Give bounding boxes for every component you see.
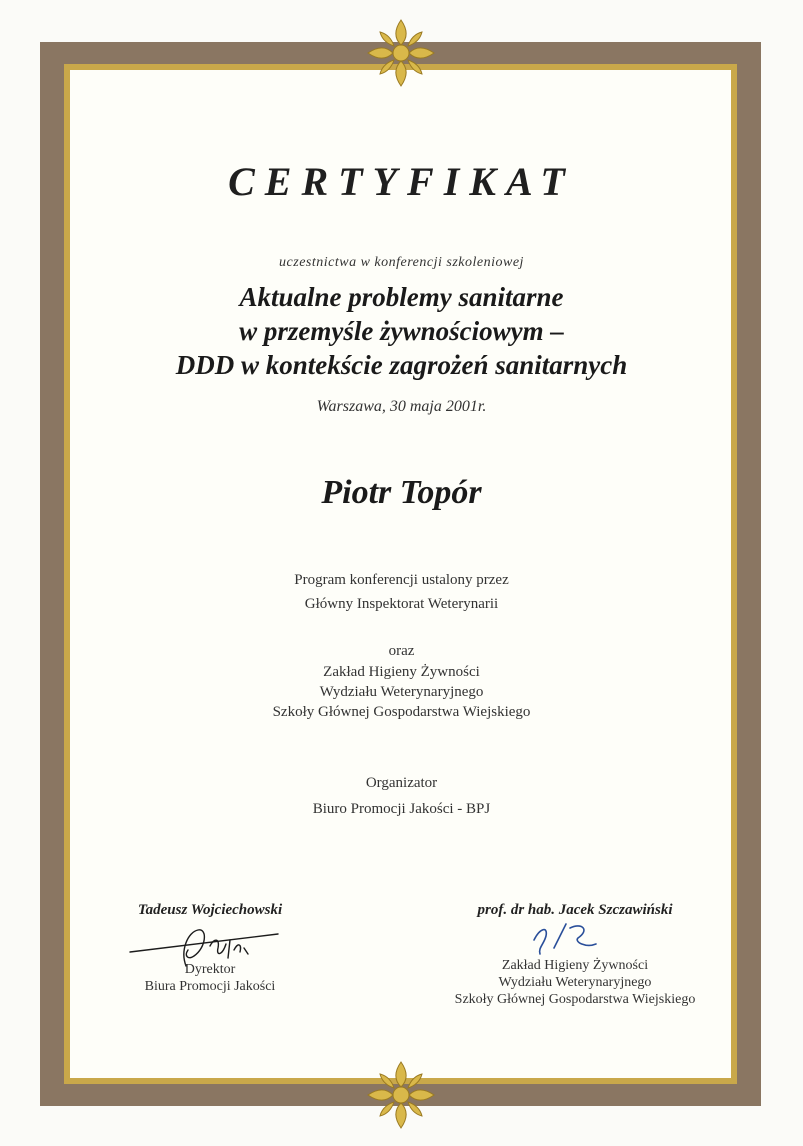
right-signatory-university: Szkoły Głównej Gospodarstwa Wiejskiego	[454, 992, 696, 1007]
conference-title-line1: Aktualne problemy sanitarne	[239, 282, 564, 312]
right-handwritten-signature	[530, 918, 610, 958]
participant-name: Piotr Topór	[321, 474, 482, 511]
certificate-subtitle: uczestnictwa w konferencji szkoleniowej	[279, 255, 524, 270]
program-line4: Wydziału Weterynaryjnego	[319, 684, 484, 700]
organizer-name: Biuro Promocji Jakości - BPJ	[312, 801, 491, 817]
left-signatory-institution: Biura Promocji Jakości	[144, 979, 276, 994]
conference-title-line3: DDD w kontekście zagrożeń sanitarnych	[175, 350, 628, 380]
organizer-label: Organizator	[365, 775, 438, 791]
right-signatory-department: Zakład Higieny Żywności	[501, 958, 649, 973]
program-line2: Główny Inspektorat Weterynarii	[304, 596, 499, 612]
program-line5: Szkoły Głównej Gospodarstwa Wiejskiego	[272, 704, 531, 720]
left-signatory-role: Dyrektor	[184, 962, 236, 977]
place-date: Warszawa, 30 maja 2001r.	[316, 398, 487, 415]
gold-fleur-ornament-icon	[366, 18, 436, 88]
right-signatory-faculty: Wydziału Weterynaryjnego	[498, 975, 652, 990]
right-signatory-name: prof. dr hab. Jacek Szczawiński	[477, 902, 673, 918]
left-signatory-name: Tadeusz Wojciechowski	[137, 902, 283, 918]
program-conjunction: oraz	[388, 643, 415, 659]
gold-fleur-ornament-icon	[366, 1060, 436, 1130]
conference-title-line2: w przemyśle żywnościowym –	[239, 316, 564, 346]
program-line3: Zakład Higieny Żywności	[323, 664, 480, 680]
program-line1: Program konferencji ustalony przez	[294, 572, 509, 588]
certificate-title: CERTYFIKAT	[228, 159, 575, 204]
